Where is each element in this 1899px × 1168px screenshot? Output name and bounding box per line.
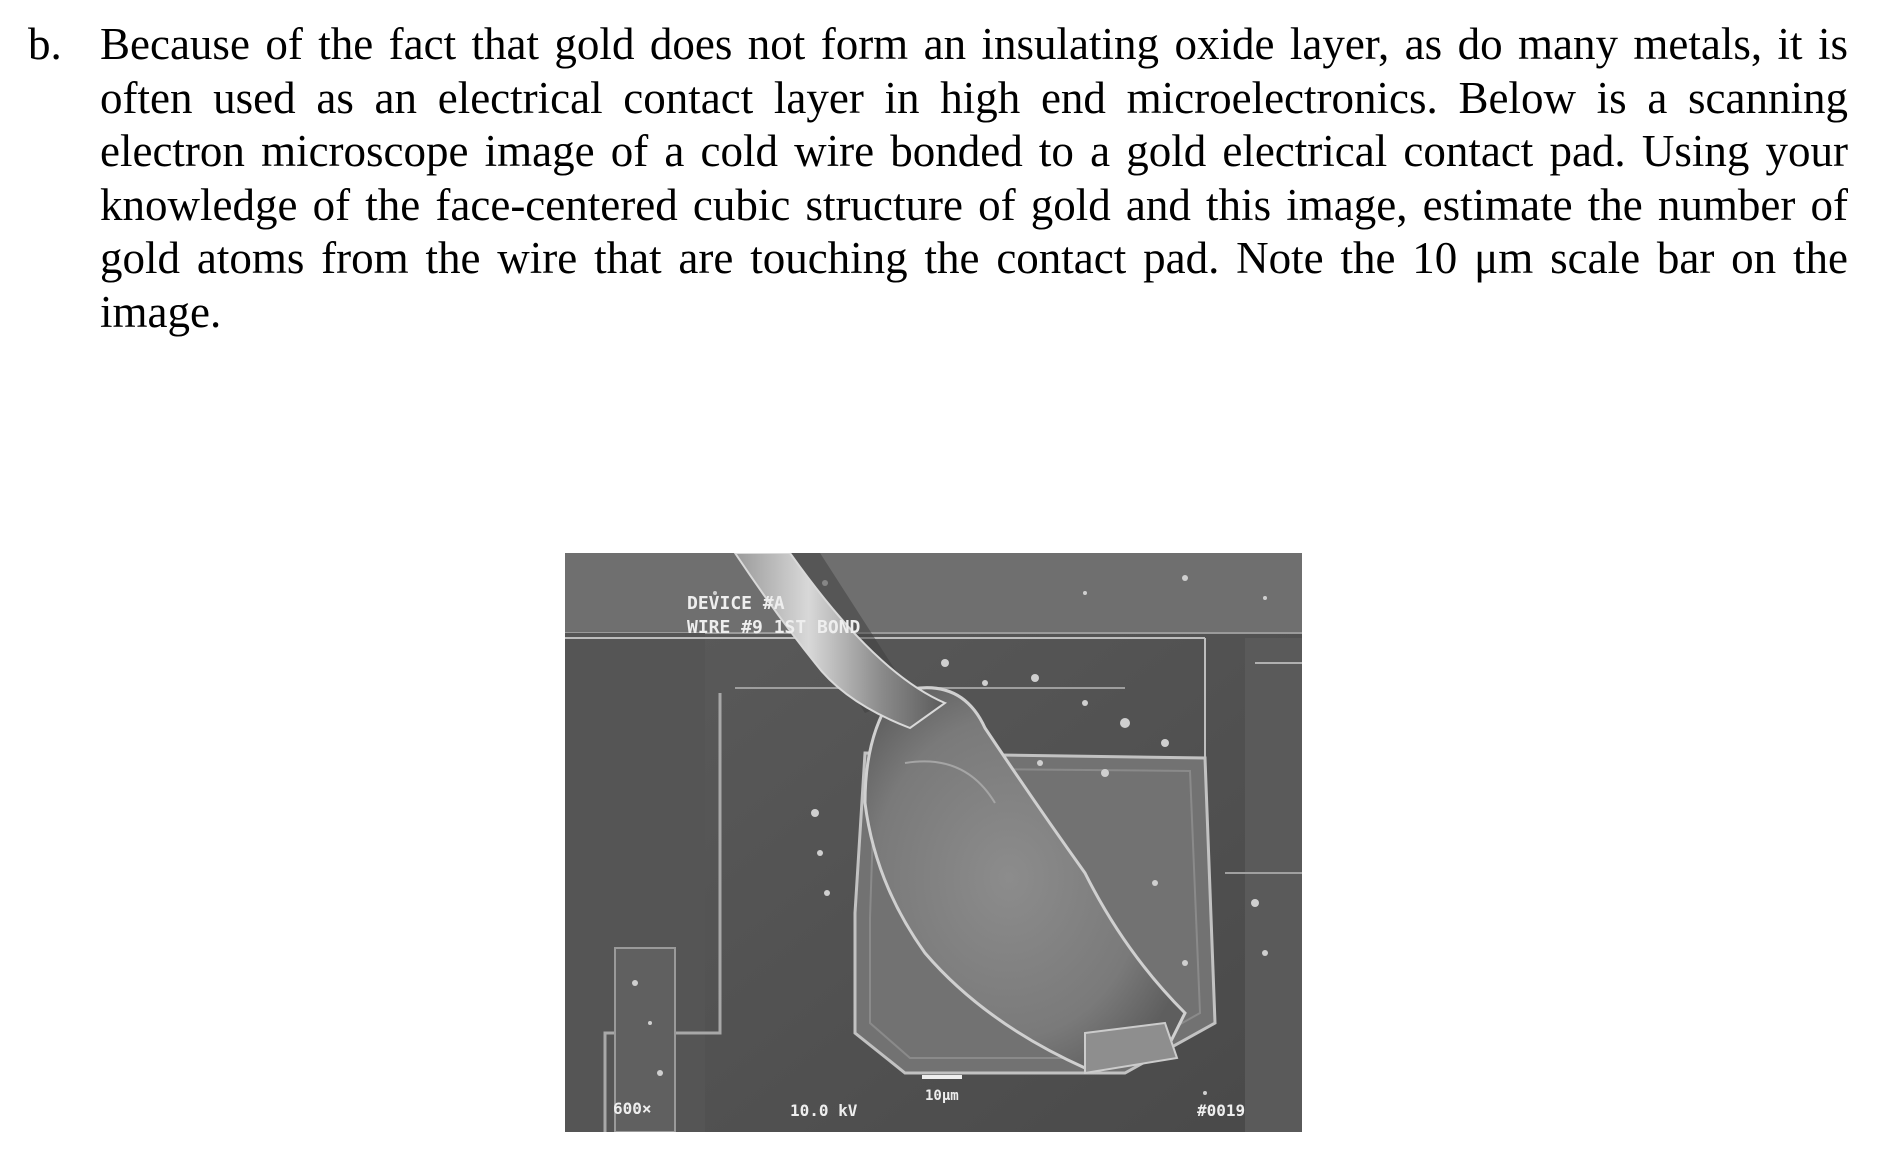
sem-label-wire: WIRE #9 1ST BOND <box>687 617 861 638</box>
question-b <box>28 18 1848 339</box>
sem-image-number: #0019 <box>1197 1101 1246 1120</box>
sem-label-device: DEVICE #A <box>687 593 785 614</box>
sem-voltage: 10.0 kV <box>790 1101 858 1120</box>
question-label: b. <box>28 19 62 69</box>
sem-magnification: 600× <box>613 1099 652 1118</box>
question-text: Because of the fact that gold does not form an insulating oxide layer, as do many metals, it is often used as an electrical contact layer in high end microelectronics. Below is a scanning electron microscope image of a cold wire bonded to a gold electrical contact pad. Using your knowledge of the face-centered cubic structure of gold and this image, estimate the number of gold atoms from the wire that are touching the contact pad. Note the 10 μm scale bar on the image. <box>100 19 1848 337</box>
sem-scale-label: 10μm <box>925 1088 959 1104</box>
sem-micrograph <box>565 553 1302 1132</box>
